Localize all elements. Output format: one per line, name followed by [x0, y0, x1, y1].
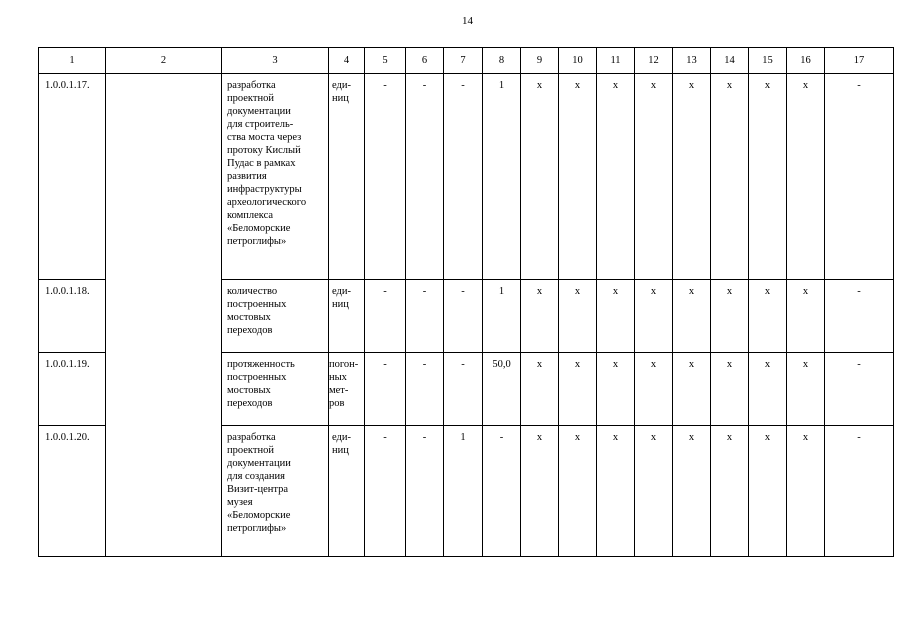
unit-cell: погон- ных мет- ров	[329, 353, 365, 426]
value-cell: -	[365, 353, 406, 426]
header-cell: 15	[749, 48, 787, 74]
value-cell: 50,0	[483, 353, 521, 426]
unit-cell: еди- ниц	[329, 280, 365, 353]
header-cell: 13	[673, 48, 711, 74]
value-cell: х	[559, 74, 597, 280]
header-cell: 4	[329, 48, 365, 74]
header-cell: 7	[444, 48, 483, 74]
value-cell: х	[711, 426, 749, 557]
header-cell: 8	[483, 48, 521, 74]
header-cell: 12	[635, 48, 673, 74]
header-cell: 9	[521, 48, 559, 74]
value-cell: х	[521, 74, 559, 280]
value-cell: х	[787, 280, 825, 353]
value-cell: х	[597, 353, 635, 426]
row-number: 1.0.0.1.18.	[39, 280, 106, 353]
header-cell: 16	[787, 48, 825, 74]
value-cell: х	[635, 353, 673, 426]
value-cell: 1	[444, 426, 483, 557]
value-cell: х	[787, 426, 825, 557]
value-cell: х	[559, 426, 597, 557]
value-cell: х	[787, 353, 825, 426]
row-number: 1.0.0.1.20.	[39, 426, 106, 557]
value-cell: х	[521, 426, 559, 557]
header-cell: 3	[222, 48, 329, 74]
value-cell: -	[444, 74, 483, 280]
row-number: 1.0.0.1.19.	[39, 353, 106, 426]
value-cell: х	[597, 426, 635, 557]
unit-cell: еди- ниц	[329, 426, 365, 557]
value-cell: х	[521, 353, 559, 426]
value-cell: х	[597, 280, 635, 353]
indicators-table	[38, 47, 894, 557]
value-cell: -	[825, 426, 894, 557]
value-cell: -	[483, 426, 521, 557]
value-cell: х	[711, 280, 749, 353]
value-cell: х	[749, 353, 787, 426]
value-cell: х	[559, 353, 597, 426]
value-cell: х	[711, 74, 749, 280]
value-cell: х	[597, 74, 635, 280]
value-cell: -	[365, 426, 406, 557]
unit-cell: еди- ниц	[329, 74, 365, 280]
value-cell: х	[673, 280, 711, 353]
value-cell: х	[673, 74, 711, 280]
header-cell: 10	[559, 48, 597, 74]
indicator-description: количество построенных мостовых переходов	[222, 280, 329, 353]
header-row	[39, 48, 894, 74]
indicator-description: разработка проектной документации для строитель- ства моста через протоку Кислый Пудас в рамках развития инфраструктуры археологического комплекса «Беломорские петроглифы»	[222, 74, 329, 280]
row-number: 1.0.0.1.17.	[39, 74, 106, 280]
value-cell: х	[635, 426, 673, 557]
page-number: 14	[462, 15, 473, 27]
header-cell: 5	[365, 48, 406, 74]
value-cell: х	[673, 353, 711, 426]
value-cell: -	[825, 74, 894, 280]
value-cell: -	[406, 74, 444, 280]
header-cell: 6	[406, 48, 444, 74]
value-cell: х	[635, 280, 673, 353]
indicator-description: протяженность построенных мостовых переходов	[222, 353, 329, 426]
table-row	[39, 74, 894, 280]
indicator-description: разработка проектной документации для создания Визит-центра музея «Беломорские петроглифы»	[222, 426, 329, 557]
header-cell: 1	[39, 48, 106, 74]
value-cell: х	[749, 426, 787, 557]
header-cell: 17	[825, 48, 894, 74]
merged-column-2-cell	[106, 74, 222, 557]
value-cell: 1	[483, 280, 521, 353]
header-cell: 14	[711, 48, 749, 74]
value-cell: 1	[483, 74, 521, 280]
header-cell: 11	[597, 48, 635, 74]
header-cell: 2	[106, 48, 222, 74]
value-cell: -	[365, 280, 406, 353]
value-cell: х	[749, 74, 787, 280]
value-cell: -	[825, 280, 894, 353]
value-cell: -	[825, 353, 894, 426]
value-cell: х	[749, 280, 787, 353]
value-cell: -	[444, 353, 483, 426]
value-cell: -	[406, 426, 444, 557]
value-cell: -	[365, 74, 406, 280]
value-cell: х	[635, 74, 673, 280]
value-cell: -	[406, 280, 444, 353]
value-cell: х	[711, 353, 749, 426]
value-cell: -	[444, 280, 483, 353]
value-cell: х	[673, 426, 711, 557]
value-cell: -	[406, 353, 444, 426]
value-cell: х	[559, 280, 597, 353]
value-cell: х	[521, 280, 559, 353]
value-cell: х	[787, 74, 825, 280]
